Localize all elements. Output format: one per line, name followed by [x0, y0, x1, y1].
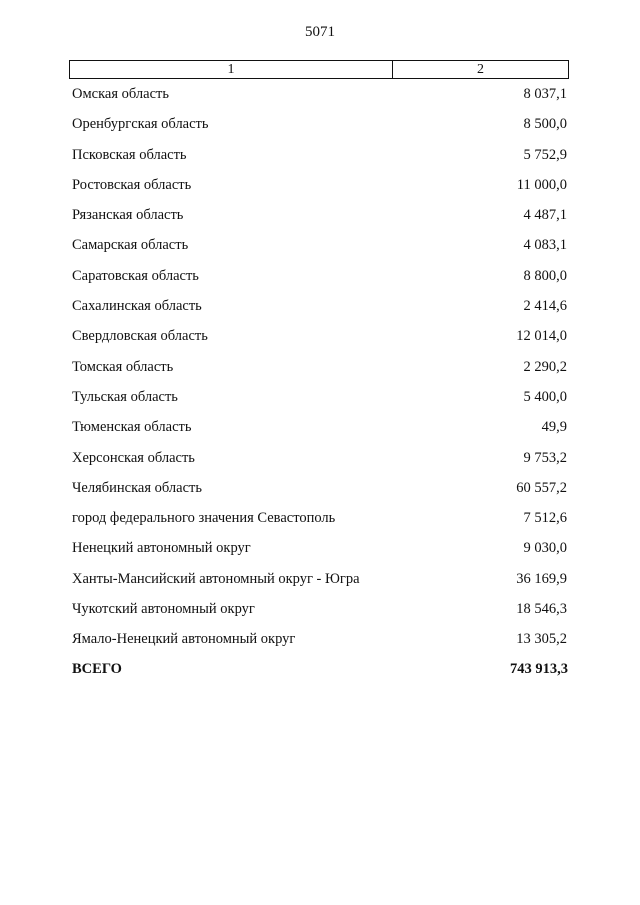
table-row — [72, 538, 568, 568]
table-row — [72, 599, 568, 629]
region-name: город федерального значения Севастополь — [72, 510, 336, 527]
region-value: 9 030,0 — [523, 540, 567, 557]
region-value: 8 037,1 — [523, 86, 567, 102]
table-row — [72, 478, 568, 508]
region-value: 5 752,9 — [523, 146, 567, 163]
table-row — [72, 175, 568, 205]
region-value: 2 290,2 — [523, 358, 567, 375]
total-value: 743 913,3 — [510, 661, 568, 677]
region-value: 4 487,1 — [523, 207, 567, 224]
region-value: 36 169,9 — [516, 570, 567, 587]
region-name: Ханты-Мансийский автономный округ - Югра — [72, 570, 360, 587]
region-value: 11 000,0 — [516, 176, 567, 193]
region-name: Свердловская область — [72, 328, 208, 345]
region-value: 8 500,0 — [523, 116, 567, 133]
region-name: Челябинская область — [72, 479, 202, 496]
table-row — [72, 84, 568, 114]
region-value: 5 400,0 — [523, 388, 567, 405]
table-row — [72, 417, 568, 447]
table-body — [72, 84, 568, 660]
table-row — [72, 266, 568, 296]
region-name: Саратовская область — [72, 267, 199, 284]
table-row — [72, 357, 568, 387]
region-value: 49,9 — [541, 419, 567, 436]
region-name: Самарская область — [72, 237, 189, 254]
region-value: 4 083,1 — [523, 237, 567, 254]
page-number: 5071 — [305, 24, 335, 40]
header-column-2: 2 — [477, 62, 484, 77]
table-row — [72, 569, 568, 599]
table-row — [72, 145, 568, 175]
region-name: Ненецкий автономный округ — [72, 540, 251, 557]
total-label: ВСЕГО — [72, 661, 122, 677]
header-column-1: 1 — [70, 61, 393, 78]
region-value: 12 014,0 — [516, 328, 567, 345]
region-name: Тульская область — [72, 388, 178, 405]
region-name: Ямало-Ненецкий автономный округ — [72, 631, 296, 648]
table-row — [72, 235, 568, 265]
region-value: 60 557,2 — [516, 479, 567, 496]
region-name: Сахалинская область — [72, 298, 202, 315]
table-row — [72, 296, 568, 326]
table-row — [72, 508, 568, 538]
region-value: 18 546,3 — [516, 601, 567, 618]
region-value: 9 753,2 — [523, 449, 567, 466]
region-name: Омская область — [72, 86, 169, 102]
table-header — [69, 60, 569, 79]
total-row — [72, 659, 568, 679]
table-row — [72, 326, 568, 356]
region-name: Ростовская область — [72, 176, 192, 193]
region-name: Херсонская область — [72, 449, 195, 466]
region-name: Псковская область — [72, 146, 187, 163]
table-row — [72, 205, 568, 235]
region-value: 13 305,2 — [516, 631, 567, 648]
region-value: 8 800,0 — [523, 267, 567, 284]
region-name: Оренбургская область — [72, 116, 209, 133]
table-row — [72, 114, 568, 144]
region-name: Томская область — [72, 358, 174, 375]
region-name: Рязанская область — [72, 207, 184, 224]
table-row — [72, 387, 568, 417]
region-value: 2 414,6 — [523, 298, 567, 315]
region-name: Тюменская область — [72, 419, 192, 436]
table-row — [72, 629, 568, 659]
table-row — [72, 448, 568, 478]
region-name: Чукотский автономный округ — [72, 601, 255, 618]
region-value: 7 512,6 — [523, 510, 567, 527]
